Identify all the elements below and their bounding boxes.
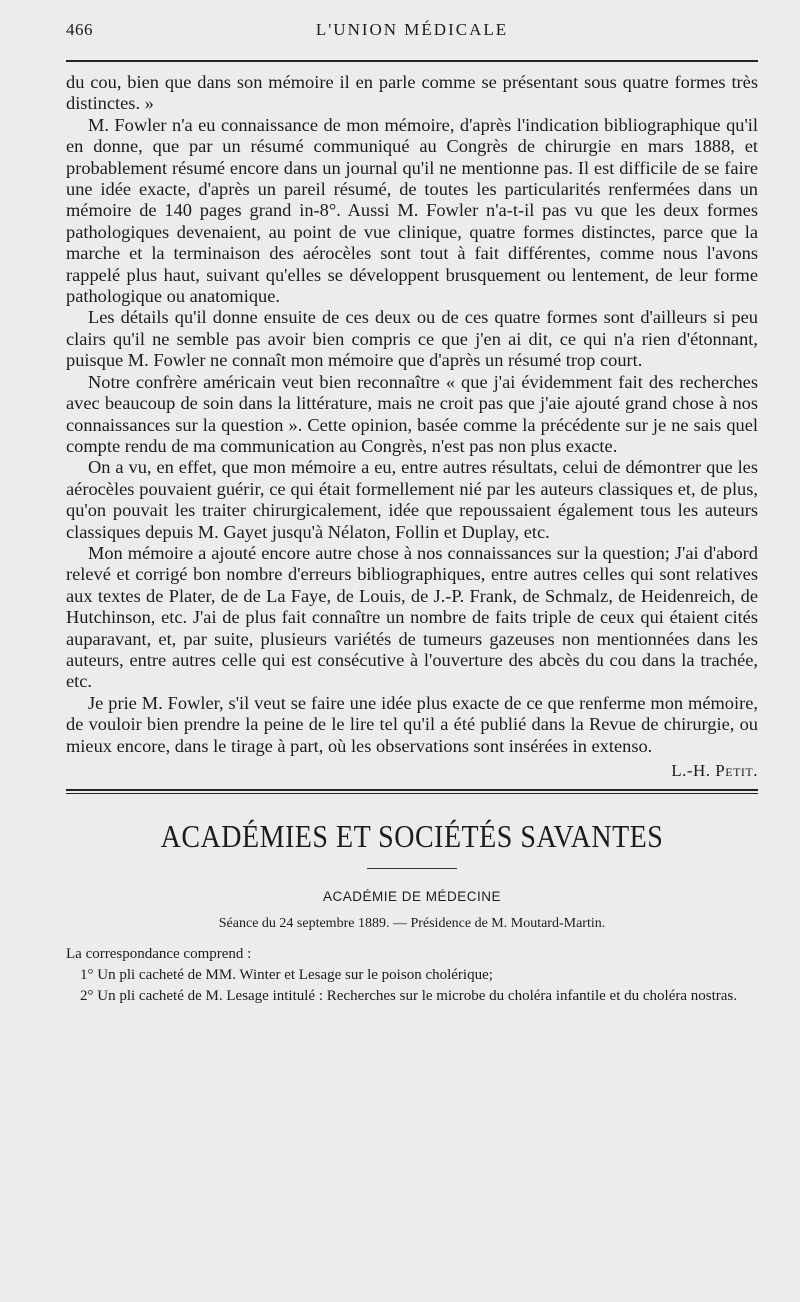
author-signature: L.-H. Petit. bbox=[671, 761, 758, 780]
paragraph: Je prie M. Fowler, s'il veut se faire une idée plus exacte de ce que renferme mon mémoire, de vouloir bien prendre la peine de le lire tel qu'il a été publié dans la Revue de chirurgie, ou mieux encore, dans le tirage à part, où les observations sont insérées in extenso. bbox=[66, 692, 758, 756]
paragraph: Mon mémoire a ajouté encore autre chose à nos connaissances sur la question; J'ai d'abord relevé et corrigé bon nombre d'erreurs bibliographiques, entre autres celles qui sont relatives aux textes de Plater, de de La Faye, de Louis, de J.-P. Frank, de Schmalz, de Heidenreich, de Hutchinson, etc. J'ai de plus fait connaître un nombre de faits triple de ceux qui étaient cités auparavant, et, par suite, plusieurs variétés de tumeurs gazeuses non mentionnées dans les auteurs, entre autres celle qui est consécutive à l'ouverture des abcès du cou dans la trachée, etc. bbox=[66, 542, 758, 692]
academy-name: ACADÉMIE DE MÉDECINE bbox=[322, 889, 502, 904]
correspondence-item: 2° Un pli cacheté de M. Lesage intitulé : Recherches sur le microbe du choléra infantile et du choléra nostras. bbox=[80, 988, 738, 1004]
correspondence-list bbox=[66, 944, 758, 1007]
section-title: ACADÉMIES ET SOCIÉTÉS SAVANTES bbox=[160, 819, 664, 856]
paragraph: Notre confrère américain veut bien reconnaître « que j'ai évidemment fait des recherches avec beaucoup de soin dans la littérature, mais ne croit pas que j'aie ajouté grand chose à nos connaissances sur la question ». Cette opinion, basée comme la précédente sur je ne sais quel compte rendu de ma communication au Congrès, n'est pas non plus exacte. bbox=[66, 371, 758, 456]
paragraph: du cou, bien que dans son mémoire il en parle comme se présentant sous quatre formes très distinctes. » bbox=[66, 72, 758, 114]
paragraph: On a vu, en effet, que mon mémoire a eu, entre autres résultats, celui de démontrer que les aérocèles pouvaient guérir, ce qui était formellement nié par les auteurs classiques et, de plus, qu'on pouvait les traiter chirurgicalement, idée que repoussaient également tous les auteurs classiques depuis M. Gayet jusqu'à Nélaton, Follin et Duplay, etc. bbox=[66, 457, 758, 542]
title-underline bbox=[367, 868, 457, 869]
correspondence-item: 1° Un pli cacheté de MM. Winter et Lesage sur le poison cholérique; bbox=[80, 967, 493, 983]
running-title: L'UNION MÉDICALE bbox=[315, 20, 509, 39]
session-line: Séance du 24 septembre 1889. — Présidence de M. Moutard-Martin. bbox=[218, 916, 606, 931]
correspondence-intro: La correspondance comprend : bbox=[66, 946, 252, 962]
paragraph: Les détails qu'il donne ensuite de ces deux ou de ces quatre formes sont d'ailleurs si peu clairs qu'il ne semble pas avoir bien compris ce que j'en ai dit, ce qui n'a rien d'étonnant, puisque M. Fowler ne connaît mon mémoire que d'après un résumé trop court. bbox=[66, 307, 758, 371]
paragraph: M. Fowler n'a eu connaissance de mon mémoire, d'après l'indication bibliographique qu'il en donne, que par un résumé communiqué au Congrès de chirurgie en mars 1888, et probablement résumé encore dans un journal qu'il ne mentionne pas. Il est difficile de se faire une idée exacte, d'après un pareil résumé, de toutes les particularités renfermées dans un mémoire de 140 pages grand in-8°. Aussi M. Fowler n'a-t-il pas vu que les deux formes pathologiques devenaient, au point de vue clinique, quatre formes distinctes, parce que la marche et la terminaison des aérocèles sont tout à fait différentes, comme nous l'avons rappelé plus haut, suivant qu'elles se développent brusquement ou lentement, de leur forme pathologique ou anatomique. bbox=[66, 114, 758, 307]
header-rule bbox=[66, 60, 758, 62]
page-header bbox=[66, 0, 758, 46]
article-body bbox=[66, 72, 758, 757]
page-number: 466 bbox=[66, 20, 93, 39]
section-divider bbox=[66, 789, 758, 794]
